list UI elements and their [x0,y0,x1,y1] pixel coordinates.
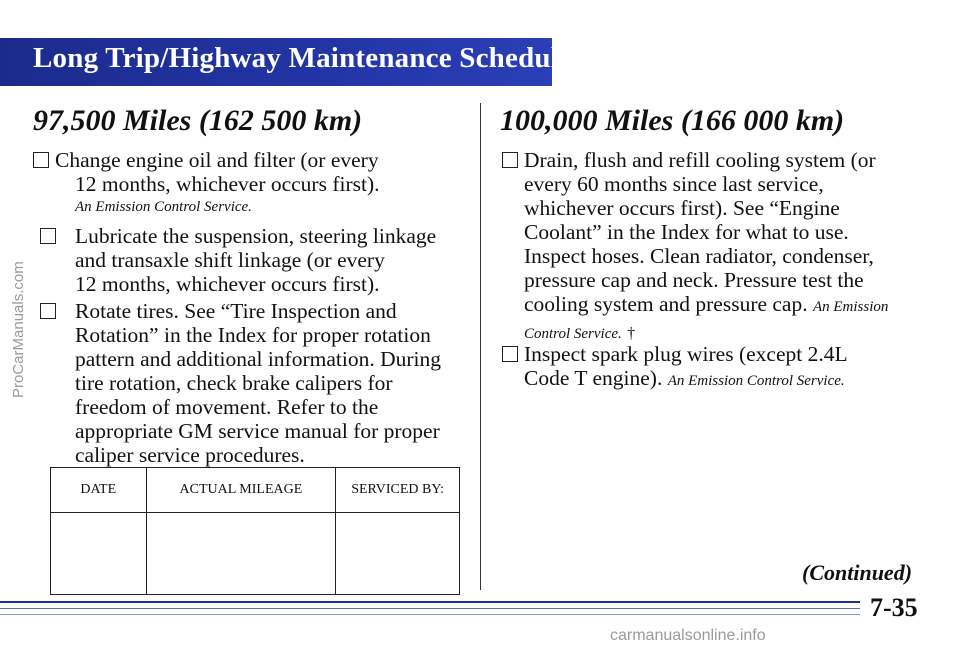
item-line [502,292,942,319]
item-line: caliper service procedures. [75,443,305,467]
checkbox-icon[interactable] [40,228,56,244]
item-line: appropriate GM service manual for proper [75,419,440,443]
checklist-item-spark-plug [502,342,942,393]
item-line: 12 months, whichever occurs first). [75,272,380,296]
item-line [502,366,942,393]
left-column-heading: 97,500 Miles (162 500 km) [33,104,363,137]
table-header-row [51,468,460,513]
dagger-mark: † [627,325,636,342]
item-line: pressure cap and neck. Pressure test the [524,268,864,292]
item-line: Lubricate the suspension, steering linkage [75,224,437,248]
column-divider [480,103,481,590]
item-line: every 60 months since last service, [524,172,824,196]
checkbox-icon[interactable] [40,303,56,319]
checklist-item-lubricate [40,224,470,296]
date-cell[interactable] [51,513,147,595]
item-line: Rotate tires. See “Tire Inspection and [75,299,397,323]
emission-note: An Emission Control Service. [75,199,252,215]
serviced-by-header: SERVICED BY: [336,468,460,513]
item-line: Inspect spark plug wires (except 2.4L [524,342,848,366]
item-line: whichever occurs first). See “Engine [524,196,840,220]
emission-note: An Emission [812,299,889,315]
item-line: freedom of movement. Refer to the [75,395,379,419]
item-line: pattern and additional information. During [75,347,442,371]
page-title: Long Trip/Highway Maintenance Schedule [33,42,573,74]
item-line: Inspect hoses. Clean radiator, condenser, [524,244,874,268]
checkbox-icon[interactable] [502,152,518,168]
checkbox-icon[interactable] [502,346,518,362]
item-line: Rotation” in the Index for proper rotation [75,323,431,347]
checklist-item-oil [33,148,463,196]
checklist-item-rotate [40,299,470,467]
item-line: Coolant” in the Index for what to use. [524,220,849,244]
continued-label: (Continued) [802,560,913,585]
footer-rule [0,601,860,603]
right-column-heading: 100,000 Miles (166 000 km) [500,104,845,137]
item-line: Change engine oil and filter (or every [55,148,379,172]
emission-note: Control Service. [524,326,622,342]
item-line: 12 months, whichever occurs first). [75,172,380,196]
mileage-cell[interactable] [146,513,336,595]
checkbox-icon[interactable] [33,152,49,168]
watermark-bottom: carmanualsonline.info [610,627,766,644]
watermark-left: ProCarManuals.com [10,261,27,399]
footer-rule [0,608,860,609]
item-line: Drain, flush and refill cooling system (or [524,148,876,172]
emission-note: An Emission Control Service. [667,373,845,389]
mileage-header: ACTUAL MILEAGE [146,468,336,513]
item-line-text: cooling system and pressure cap. [524,292,808,316]
item-line: and transaxle shift linkage (or every [75,248,385,272]
item-line-text: Code T engine). [524,366,663,390]
footer-rule [0,614,860,615]
table-row [51,513,460,595]
item-line: tire rotation, check brake calipers for [75,371,393,395]
service-log-table [50,467,460,595]
serviced-by-cell[interactable] [336,513,460,595]
checklist-item-coolant [502,148,942,346]
page-number: 7-35 [870,593,918,622]
date-header: DATE [51,468,147,513]
